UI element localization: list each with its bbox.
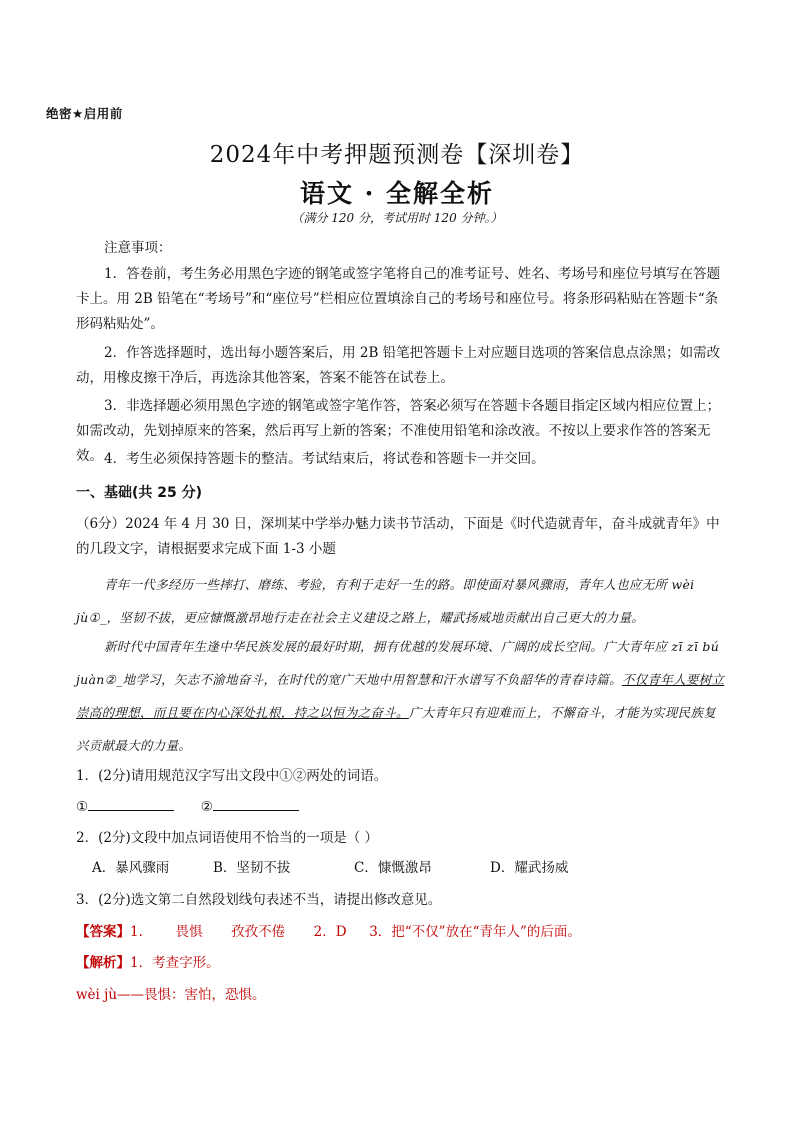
passage-paragraph-2 xyxy=(76,630,726,762)
blank-1-line[interactable] xyxy=(88,796,174,811)
answer-word-1: 畏惧 xyxy=(175,924,203,940)
option-d[interactable]: D．耀武扬威 xyxy=(490,860,569,876)
analysis-line xyxy=(76,951,220,971)
secret-label: 绝密★启用前 xyxy=(46,106,123,121)
underlined-sentence: 不仅青年人要树立崇高的理想，而且要在内心深处扎根，持之以恒为之奋斗。 xyxy=(76,672,725,720)
section-intro: （6分）2024 年 4 月 30 日，深圳某中学举办魅力读书节活动，下面是《时代造就青年，奋斗成就青年》中的几段文字，请根据要求完成下面 1-3 小题 xyxy=(76,516,720,557)
answer-word-2: 孜孜不倦 xyxy=(231,924,286,940)
page-subtitle: 语文 · 全解全析 xyxy=(299,179,495,208)
analysis-text: 1．考查字形。 xyxy=(130,955,220,971)
option-c[interactable]: C．慷慨激昂 xyxy=(354,860,432,876)
page-title: 2024年中考押题预测卷【深圳卷】 xyxy=(209,142,585,168)
question-1: 1．(2分)请用规范汉字写出文段中①②两处的词语。 xyxy=(76,768,388,784)
option-b[interactable]: B．坚韧不拔 xyxy=(213,860,291,876)
answer-line xyxy=(76,920,581,940)
question-2: 2．(2分)文段中加点词语使用不恰当的一项是（ ） xyxy=(76,830,379,846)
option-a[interactable]: A．暴风骤雨 xyxy=(92,860,170,876)
answer-1-label: 1. xyxy=(130,924,143,940)
answer-label: 【答案】 xyxy=(76,924,130,940)
notice-item-4: 4．考生必须保持答题卡的整洁。考试结束后，将试卷和答题卡一并交回。 xyxy=(104,451,545,467)
blank-1-label: ① xyxy=(76,799,89,815)
blank-2-label: ② xyxy=(200,799,213,815)
score-note: （满分 120 分，考试用时 120 分钟。） xyxy=(291,211,503,225)
notice-heading: 注意事项： xyxy=(104,240,172,256)
notice-item-1: 1．答卷前，考生务必用黑色字迹的钢笔或签字笔将自己的准考证号、姓名、考场号和座位号填写在答题卡上。用 2B 铅笔在“考场号”和“座位号”栏相应位置填涂自己的考场号和座位号。将条形码粘贴在答题卡“条形码粘贴处”。 xyxy=(76,266,721,332)
question-1-blanks xyxy=(76,796,299,815)
answer-3: 3．把“不仅”放在“青年人”的后面。 xyxy=(369,924,581,940)
notice-item-3: 3．非选择题必须用黑色字迹的钢笔或签字笔作答，答案必须写在答题卡各题目指定区域内相应位置上；如需改动，先划掉原来的答案，然后再写上新的答案；不准使用铅笔和涂改液。不按以上要求作答的答案无效。 xyxy=(76,398,721,464)
section-title: 一、基础(共 25 分) xyxy=(76,485,203,501)
passage-paragraph-1: 青年一代多经历一些摔打、磨练、考验，有利于走好一生的路。即使面对暴风骤雨，青年人也应无所 wèi jù①_，坚韧不拔，更应慷慨激昂地行走在社会主义建设之路上，耀武扬威地贡献出自己更大的力量。 xyxy=(76,577,695,625)
notice-item-2: 2．作答选择题时，选出每小题答案后，用 2B 铅笔把答题卡上对应题目选项的答案信息点涂黑；如需改动，用橡皮擦干净后，再选涂其他答案，答案不能答在试卷上。 xyxy=(76,345,721,386)
analysis-line-2: wèi jù——畏惧：害怕，恐惧。 xyxy=(76,987,266,1003)
passage-text: 新时代中国青年生逢中华民族发展的最好时期，拥有优越的发展环境、广阔的成长空间。广大青年应 zī zī bú juàn②_地学习，矢志不渝地奋斗，在时代的宽广天地中用智慧和汗水谱写不负韶华的青春诗篇。 xyxy=(76,639,720,687)
question-3: 3．(2分)选文第二自然段划线句表述不当，请提出修改意见。 xyxy=(76,892,442,908)
passage-text: 广大青年只有迎难而上，不懈奋斗，才能为实现民族复兴贡献最大的力量。 xyxy=(76,705,717,753)
answer-2: 2．D xyxy=(313,924,347,940)
analysis-label: 【解析】 xyxy=(76,955,130,971)
blank-2-line[interactable] xyxy=(213,796,299,811)
